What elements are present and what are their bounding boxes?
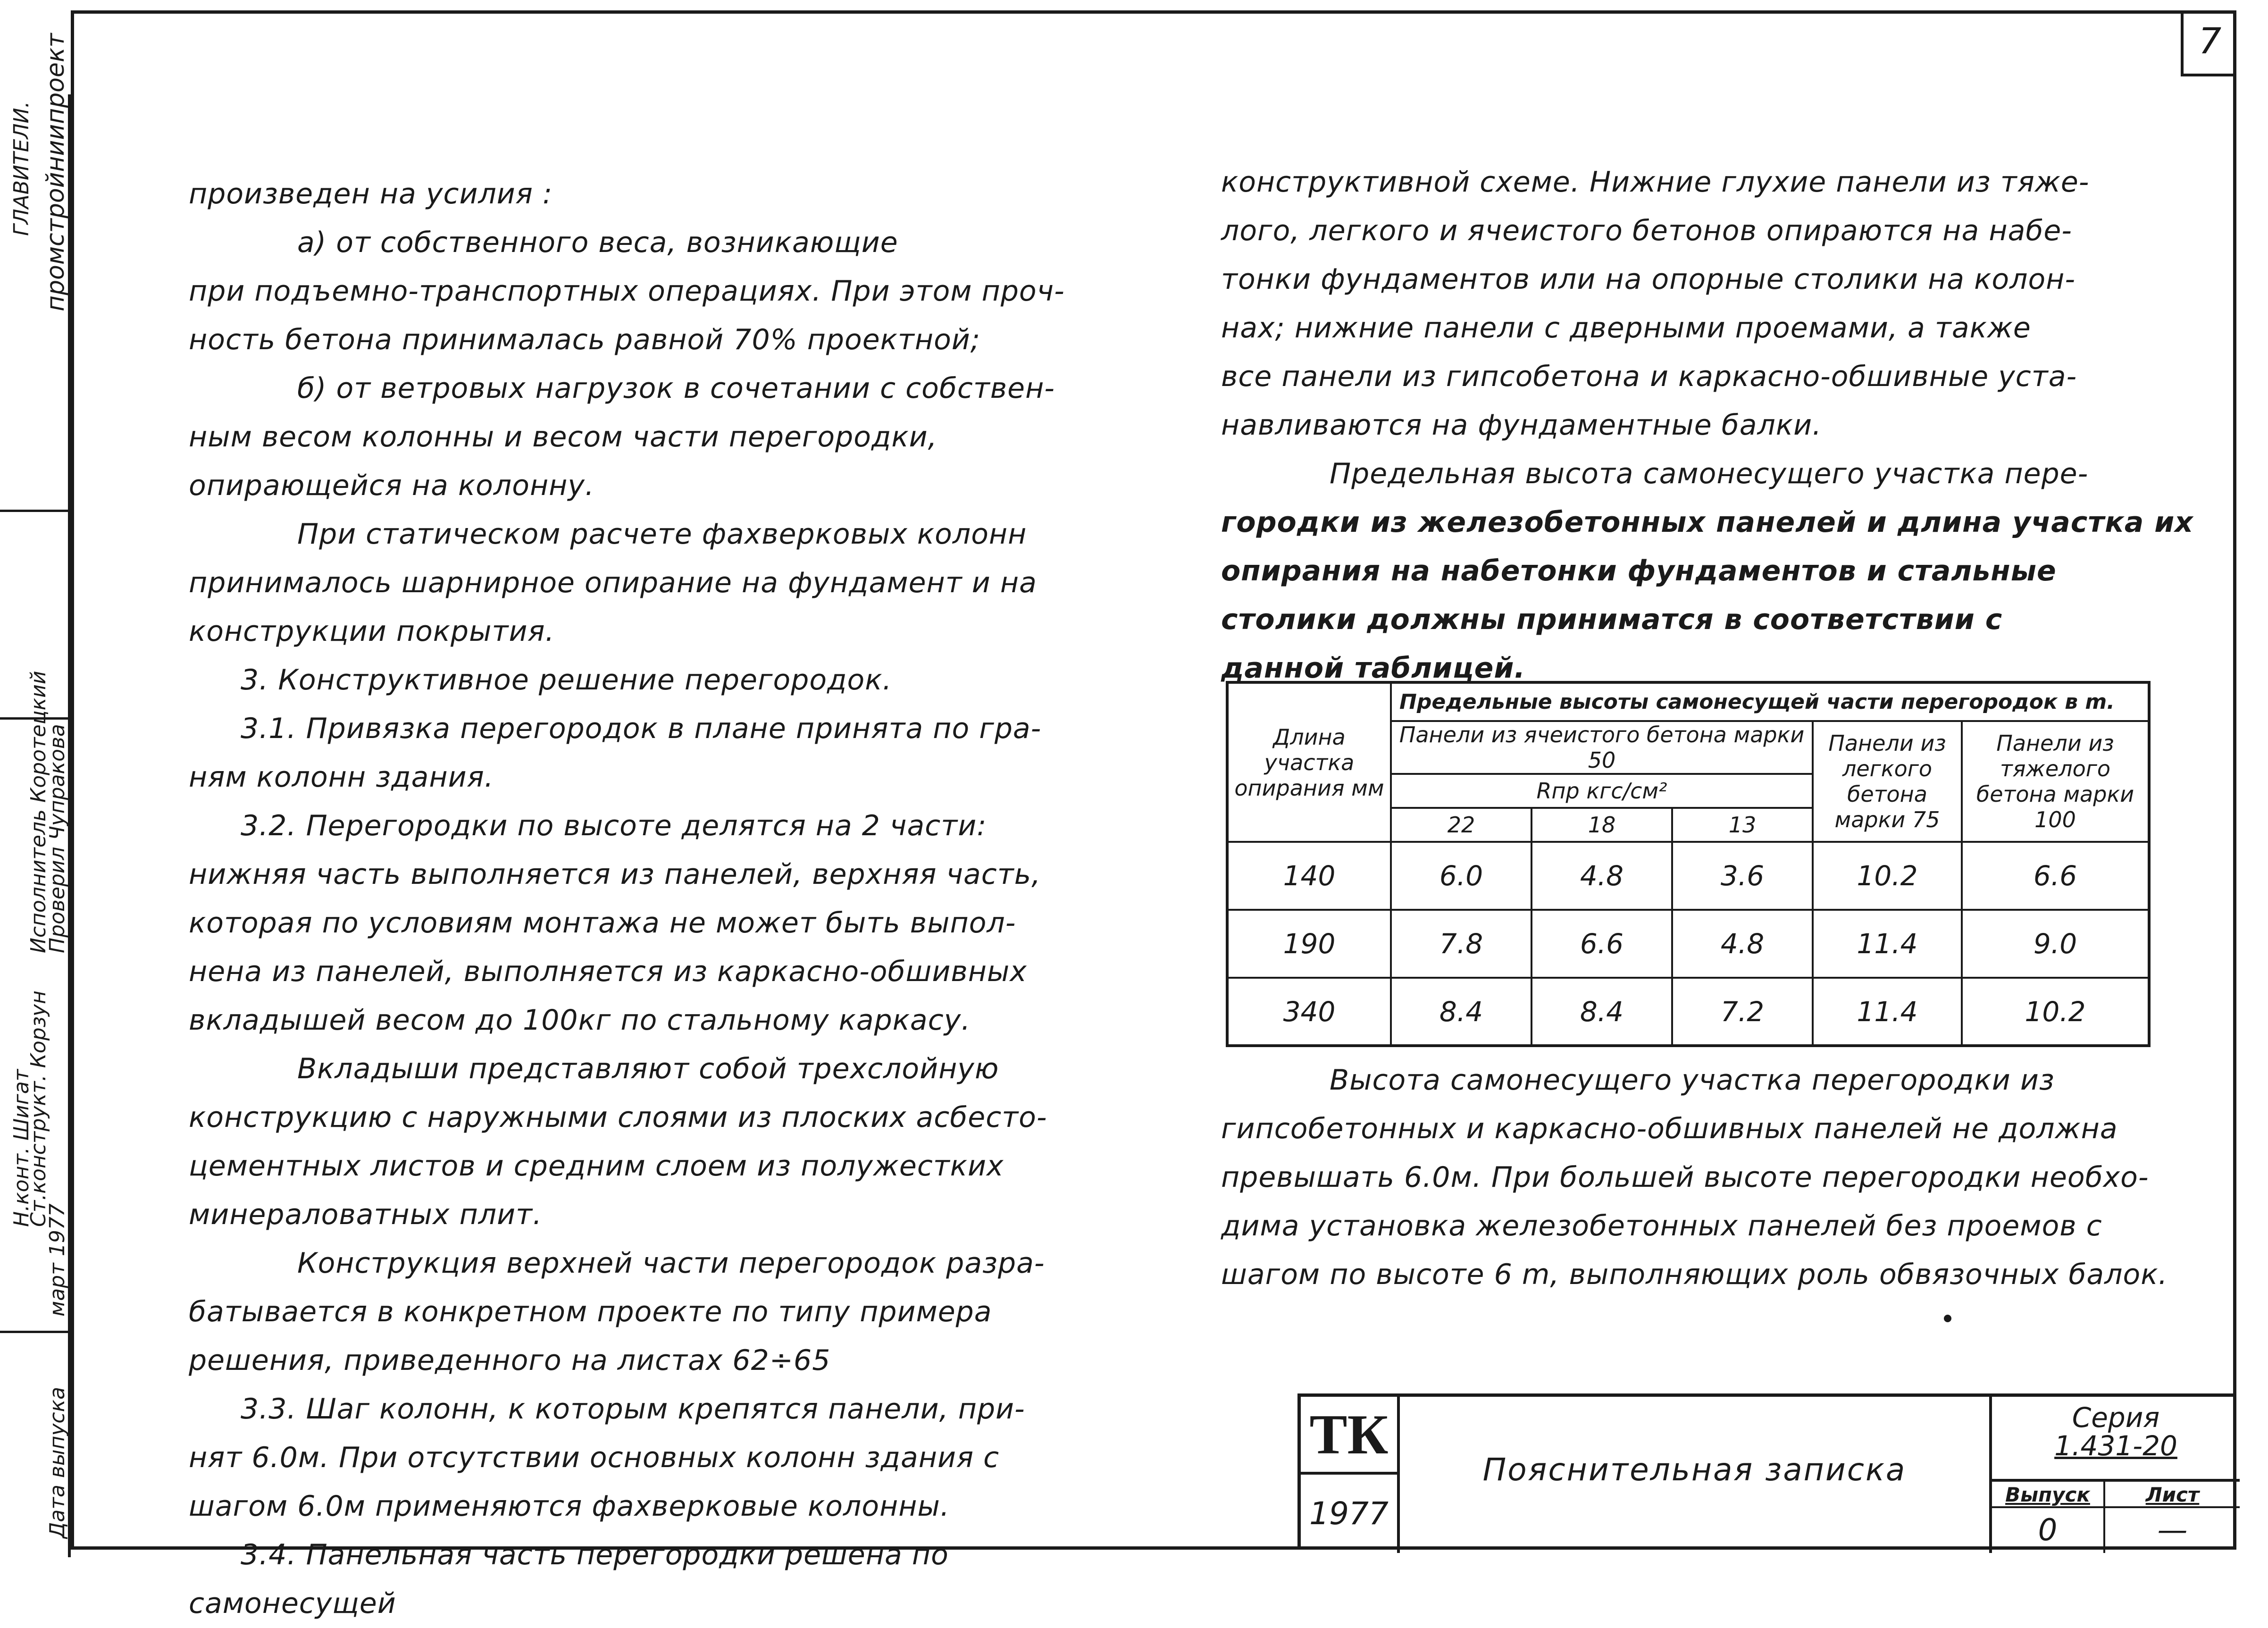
text-line: нижняя часть выполняется из панелей, верхняя часть,	[189, 858, 1041, 891]
table-col-header: Длина участка опирания мм	[1227, 682, 1391, 842]
table-strength-header: Rпр кгс/см²	[1391, 774, 1813, 808]
right-text-column-bottom	[1221, 1056, 2202, 1299]
text-line: Высота самонесущего участка перегородки из	[1330, 1064, 2055, 1097]
text-line: 3.4. Панельная часть перегородки решена по самонесущей	[189, 1538, 949, 1620]
table-row	[1227, 978, 2149, 1046]
height-cell: 10.2	[1813, 842, 1962, 910]
text-line: При статическом расчете фахверковых колонн	[297, 518, 1027, 551]
strip-org: промстройниипроект	[42, 33, 70, 311]
text-line: Предельная высота самонесущего участка пере-	[1330, 457, 2089, 490]
table-row	[1227, 910, 2149, 978]
table-row	[1227, 842, 2149, 910]
stray-dot	[1944, 1315, 1951, 1322]
text-line: 3. Конструктивное решение перегородок.	[241, 663, 892, 697]
text-line: а) от собственного веса, возникающие	[297, 226, 898, 259]
text-line: конструктивной схеме. Нижние глухие панели из тяже-	[1221, 166, 2090, 199]
issue-value: 0	[1992, 1508, 2105, 1553]
text-line: 3.3. Шаг колонн, к которым крепятся панели, при-	[241, 1393, 1025, 1426]
strip-role: Н.конт. Шигат	[9, 1069, 33, 1227]
issue-label: Выпуск	[1992, 1482, 2105, 1508]
series-label: Серия	[2072, 1401, 2160, 1434]
height-cell: 11.4	[1813, 910, 1962, 978]
bearing-length-cell: 190	[1227, 910, 1391, 978]
series-value: 1.431-20	[2054, 1430, 2177, 1462]
sheet-label: Лист	[2105, 1482, 2240, 1508]
text-line: ням колонн здания.	[189, 761, 494, 794]
text-line: б) от ветровых нагрузок в сочетании с собствен-	[297, 372, 1055, 405]
height-cell: 7.2	[1672, 978, 1813, 1046]
text-line: 3.1. Привязка перегородок в плане принята по гра-	[241, 712, 1042, 745]
title-block	[1297, 1393, 2236, 1550]
text-line: лого, легкого и ячеистого бетонов опираются на набе-	[1221, 214, 2072, 247]
text-line: ность бетона принималась равной 70% проектной;	[189, 323, 980, 356]
text-line: принималось шарнирное опирание на фундамент и на	[189, 566, 1037, 599]
table-cellular-header: Панели из ячеистого бетона марки 50	[1391, 721, 1813, 774]
text-line: минераловатных плит.	[189, 1198, 543, 1231]
strip-org-cut: ГЛАВИТЕЛИ.	[9, 101, 33, 236]
bearing-length-cell: 140	[1227, 842, 1391, 910]
text-line: навливаются на фундаментные балки.	[1221, 409, 1822, 442]
strip-date-label: Дата выпуска	[45, 1386, 69, 1538]
text-line: батывается в конкретном проекте по типу примера	[189, 1295, 992, 1328]
text-line: Вкладыши представляют собой трехслойную	[297, 1052, 999, 1085]
text-line: тонки фундаментов или на опорные столики на колон-	[1221, 263, 2076, 296]
text-line: опирания на набетонки фундаментов и стальные	[1221, 554, 2057, 587]
text-line: которая по условиям монтажа не может быть выпол-	[189, 906, 1016, 940]
text-line: конструкции покрытия.	[189, 615, 555, 648]
text-line: шагом 6.0м применяются фахверковые колонны.	[189, 1490, 950, 1523]
text-line: все панели из гипсобетона и каркасно-обшивные уста-	[1221, 360, 2077, 393]
height-cell: 4.8	[1532, 842, 1672, 910]
sheet-value: —	[2157, 1513, 2188, 1548]
strip-divider	[0, 1331, 71, 1333]
strip-date-value: март 1977	[45, 1203, 69, 1317]
text-line: городки из железобетонных панелей и длина участка их	[1221, 506, 2193, 539]
height-cell: 6.6	[1532, 910, 1672, 978]
height-cell: 10.2	[1962, 978, 2149, 1046]
height-cell: 6.6	[1962, 842, 2149, 910]
height-cell: 8.4	[1532, 978, 1672, 1046]
table-sub-header: 18	[1532, 808, 1672, 842]
text-line: конструкцию с наружными слоями из плоских асбесто-	[189, 1101, 1047, 1134]
series-box	[1992, 1397, 2240, 1482]
text-line: произведен на усилия :	[189, 177, 553, 210]
height-cell: 7.8	[1391, 910, 1532, 978]
height-cell: 3.6	[1672, 842, 1813, 910]
text-line: Конструкция верхней части перегородок разра-	[297, 1247, 1045, 1280]
text-line: данной таблицей.	[1221, 652, 1526, 685]
strip-role: Проверил Чупракова	[45, 724, 69, 953]
text-line: нах; нижние панели с дверными проемами, а также	[1221, 311, 2031, 344]
text-line: шагом по высоте 6 m, выполняющих роль обвязочных балок.	[1221, 1258, 2168, 1291]
bearing-length-cell: 340	[1227, 978, 1391, 1046]
left-text-column	[189, 170, 1132, 1628]
strip-role: Ст.конструкт. Корзун	[26, 990, 50, 1227]
table-heavy-header: Панели из тяжелого бетона марки 100	[1962, 721, 2149, 842]
page-number: 7	[2181, 10, 2236, 76]
text-line: столики должны приниматся в соответствии с	[1221, 603, 2003, 636]
title-block-year: 1977	[1301, 1475, 1400, 1553]
text-line: решения, приведенного на листах 62÷65	[189, 1344, 831, 1377]
table-group-header: Предельные высоты самонесущей части перегородок в m.	[1391, 682, 2149, 721]
binding-strip	[0, 33, 71, 1557]
table-sub-header: 22	[1391, 808, 1532, 842]
text-line: вкладышей весом до 100кг по стальному каркасу.	[189, 1004, 971, 1037]
text-line: опирающейся на колонну.	[189, 469, 594, 502]
height-limits-table	[1226, 681, 2151, 1047]
table-light-header: Панели из легкого бетона марки 75	[1813, 721, 1962, 842]
text-line: ным весом колонны и весом части перегородки,	[189, 420, 937, 453]
height-cell: 6.0	[1391, 842, 1532, 910]
height-cell: 9.0	[1962, 910, 2149, 978]
document-title: Пояснительная записка	[1400, 1397, 1992, 1553]
text-line: при подъемно-транспортных операциях. При этом проч-	[189, 275, 1065, 308]
text-line: превышать 6.0м. При большей высоте перегородки необхо-	[1221, 1161, 2149, 1194]
text-line: нят 6.0м. При отсутствии основных колонн здания с	[189, 1441, 1000, 1474]
table-sub-header: 13	[1672, 808, 1813, 842]
text-line: нена из панелей, выполняется из каркасно-обшивных	[189, 955, 1027, 988]
text-line: гипсобетонных и каркасно-обшивных панелей не должна	[1221, 1112, 2118, 1145]
text-line: 3.2. Перегородки по высоте делятся на 2 части:	[241, 809, 987, 842]
right-text-column-top	[1221, 158, 2202, 693]
tk-logo: ТК	[1301, 1397, 1400, 1475]
height-cell: 8.4	[1391, 978, 1532, 1046]
strip-divider	[0, 510, 71, 512]
height-cell: 11.4	[1813, 978, 1962, 1046]
text-line: цементных листов и средним слоем из полужестких	[189, 1150, 1004, 1183]
height-cell: 4.8	[1672, 910, 1813, 978]
text-line: дима установка железобетонных панелей без проемов с	[1221, 1209, 2102, 1242]
strip-role: Исполнитель Коротецкий	[26, 671, 50, 953]
